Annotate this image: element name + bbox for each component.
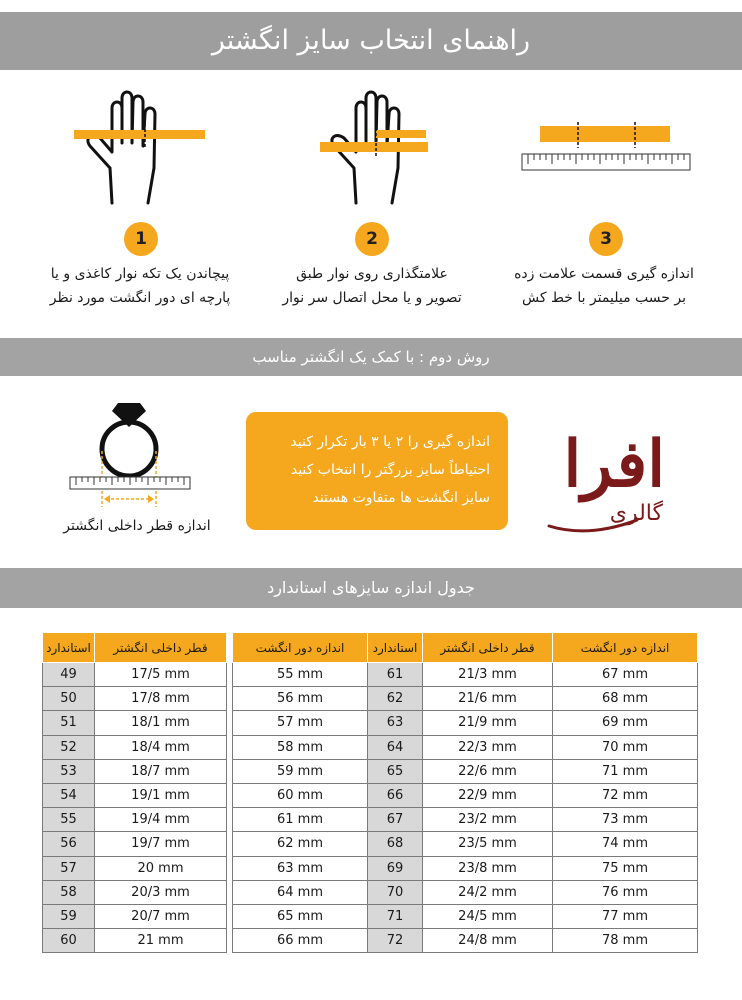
inner-diameter-cell: 24/5 mm xyxy=(423,904,553,928)
standard-size-cell: 56 xyxy=(43,832,95,856)
inner-diameter-cell: 19/4 mm xyxy=(95,808,227,832)
circumference-cell: 56 mm xyxy=(233,687,368,711)
inner-diameter-cell: 21 mm xyxy=(95,929,227,953)
svg-text:افرا: افرا xyxy=(563,427,665,502)
standard-size-cell: 50 xyxy=(43,687,95,711)
inner-diameter-cell: 17/8 mm xyxy=(95,687,227,711)
inner-diameter-cell: 24/8 mm xyxy=(423,929,553,953)
inner-diameter-cell: 23/8 mm xyxy=(423,856,553,880)
svg-text:گالری: گالری xyxy=(609,501,663,526)
circumference-cell: 58 mm xyxy=(233,735,368,759)
circumference-cell: 66 mm xyxy=(233,929,368,953)
header-circumference-left: اندازه دور انگشت xyxy=(233,633,368,663)
step-2-line-2: تصویر و یا محل اتصال سر نوار xyxy=(282,290,462,306)
header-standard-left: استاندارد xyxy=(43,633,95,663)
circumference-cell: 78 mm xyxy=(553,929,698,953)
standard-size-cell: 58 xyxy=(43,880,95,904)
inner-diameter-cell: 17/5 mm xyxy=(95,663,227,687)
inner-diameter-cell: 20/7 mm xyxy=(95,904,227,928)
table-row xyxy=(43,832,698,856)
step-2-text xyxy=(262,262,482,310)
circumference-cell: 63 mm xyxy=(233,856,368,880)
step-2-number: 2 xyxy=(355,222,389,256)
step-1-number: 1 xyxy=(124,222,158,256)
standard-size-cell: 66 xyxy=(368,783,423,807)
inner-diameter-cell: 21/3 mm xyxy=(423,663,553,687)
inner-diameter-cell: 18/1 mm xyxy=(95,711,227,735)
circumference-cell: 55 mm xyxy=(233,663,368,687)
ruler-illustration xyxy=(520,122,692,180)
table-row xyxy=(43,687,698,711)
standard-size-cell: 52 xyxy=(43,735,95,759)
header-standard-right: استاندارد xyxy=(368,633,423,663)
afra-gallery-logo xyxy=(545,408,695,538)
table-row xyxy=(43,759,698,783)
standard-size-cell: 61 xyxy=(368,663,423,687)
inner-diameter-cell: 19/7 mm xyxy=(95,832,227,856)
header-inner-diameter-right: قطر داخلی انگشتر xyxy=(423,633,553,663)
standard-size-cell: 68 xyxy=(368,832,423,856)
step-1-text xyxy=(30,262,250,310)
ring-ruler-illustration xyxy=(68,395,194,515)
step-3-number: 3 xyxy=(589,222,623,256)
method-2-bar xyxy=(0,338,742,376)
step-3-line-1: اندازه گیری قسمت علامت زده xyxy=(514,266,694,282)
circumference-cell: 71 mm xyxy=(553,759,698,783)
standard-size-cell: 51 xyxy=(43,711,95,735)
standard-size-cell: 57 xyxy=(43,856,95,880)
method-2-title: روش دوم : با کمک یک انگشتر مناسب xyxy=(252,348,490,366)
inner-diameter-cell: 22/6 mm xyxy=(423,759,553,783)
standard-size-cell: 70 xyxy=(368,880,423,904)
circumference-cell: 74 mm xyxy=(553,832,698,856)
inner-diameter-cell: 22/9 mm xyxy=(423,783,553,807)
standard-size-cell: 65 xyxy=(368,759,423,783)
table-row xyxy=(43,663,698,687)
inner-diameter-cell: 18/7 mm xyxy=(95,759,227,783)
table-header-row xyxy=(43,633,698,663)
circumference-cell: 72 mm xyxy=(553,783,698,807)
circumference-cell: 65 mm xyxy=(233,904,368,928)
circumference-cell: 67 mm xyxy=(553,663,698,687)
hand-tape-illustration-1 xyxy=(72,88,207,208)
standard-size-cell: 59 xyxy=(43,904,95,928)
circumference-cell: 61 mm xyxy=(233,808,368,832)
inner-diameter-cell: 21/6 mm xyxy=(423,687,553,711)
standard-size-cell: 49 xyxy=(43,663,95,687)
inner-diameter-cell: 24/2 mm xyxy=(423,880,553,904)
inner-diameter-cell: 22/3 mm xyxy=(423,735,553,759)
table-row xyxy=(43,808,698,832)
table-row xyxy=(43,783,698,807)
inner-diameter-cell: 23/5 mm xyxy=(423,832,553,856)
standard-size-cell: 60 xyxy=(43,929,95,953)
circumference-cell: 70 mm xyxy=(553,735,698,759)
table-row xyxy=(43,735,698,759)
circumference-cell: 57 mm xyxy=(233,711,368,735)
table-title: جدول اندازه سایزهای استاندارد xyxy=(267,578,475,597)
standard-size-cell: 63 xyxy=(368,711,423,735)
circumference-cell: 69 mm xyxy=(553,711,698,735)
standard-size-cell: 53 xyxy=(43,759,95,783)
circumference-cell: 60 mm xyxy=(233,783,368,807)
standard-size-cell: 54 xyxy=(43,783,95,807)
circumference-cell: 64 mm xyxy=(233,880,368,904)
ring-caption: اندازه قطر داخلی انگشتر xyxy=(63,518,211,534)
table-row xyxy=(43,929,698,953)
page-title: راهنمای انتخاب سایز انگشتر xyxy=(211,25,531,56)
tips-box xyxy=(246,412,508,530)
tip-2: احتیاطاً سایز بزرگتر را انتخاب کنید xyxy=(290,462,490,478)
step-3-text xyxy=(494,262,714,310)
table-row xyxy=(43,904,698,928)
ring-size-table xyxy=(42,632,698,953)
circumference-cell: 77 mm xyxy=(553,904,698,928)
inner-diameter-cell: 20/3 mm xyxy=(95,880,227,904)
circumference-cell: 62 mm xyxy=(233,832,368,856)
inner-diameter-cell: 21/9 mm xyxy=(423,711,553,735)
standard-size-cell: 62 xyxy=(368,687,423,711)
table-row xyxy=(43,711,698,735)
step-1-line-1: پیچاندن یک تکه نوار کاغذی و یا xyxy=(50,266,230,282)
header-inner-diameter-left: قطر داخلی انگشتر xyxy=(95,633,227,663)
step-3-line-2: بر حسب میلیمتر با خط کش xyxy=(521,290,686,306)
table-title-bar xyxy=(0,568,742,608)
hand-tape-illustration-2 xyxy=(318,88,433,208)
standard-size-cell: 69 xyxy=(368,856,423,880)
standard-size-cell: 71 xyxy=(368,904,423,928)
tip-1: اندازه گیری را ۲ یا ۳ بار تکرار کنید xyxy=(290,434,490,450)
step-2-line-1: علامتگذاری روی نوار طبق xyxy=(296,266,448,282)
standard-size-cell: 67 xyxy=(368,808,423,832)
inner-diameter-cell: 18/4 mm xyxy=(95,735,227,759)
table-row xyxy=(43,880,698,904)
inner-diameter-cell: 20 mm xyxy=(95,856,227,880)
circumference-cell: 68 mm xyxy=(553,687,698,711)
table-body xyxy=(43,663,698,953)
table-row xyxy=(43,856,698,880)
page-title-bar xyxy=(0,12,742,70)
step-1-line-2: پارچه ای دور انگشت مورد نظر xyxy=(49,290,231,306)
circumference-cell: 75 mm xyxy=(553,856,698,880)
circumference-cell: 59 mm xyxy=(233,759,368,783)
standard-size-cell: 72 xyxy=(368,929,423,953)
header-circumference-right: اندازه دور انگشت xyxy=(553,633,698,663)
standard-size-cell: 55 xyxy=(43,808,95,832)
inner-diameter-cell: 19/1 mm xyxy=(95,783,227,807)
circumference-cell: 73 mm xyxy=(553,808,698,832)
circumference-cell: 76 mm xyxy=(553,880,698,904)
standard-size-cell: 64 xyxy=(368,735,423,759)
tip-3: سایز انگشت ها متفاوت هستند xyxy=(312,490,490,506)
inner-diameter-cell: 23/2 mm xyxy=(423,808,553,832)
